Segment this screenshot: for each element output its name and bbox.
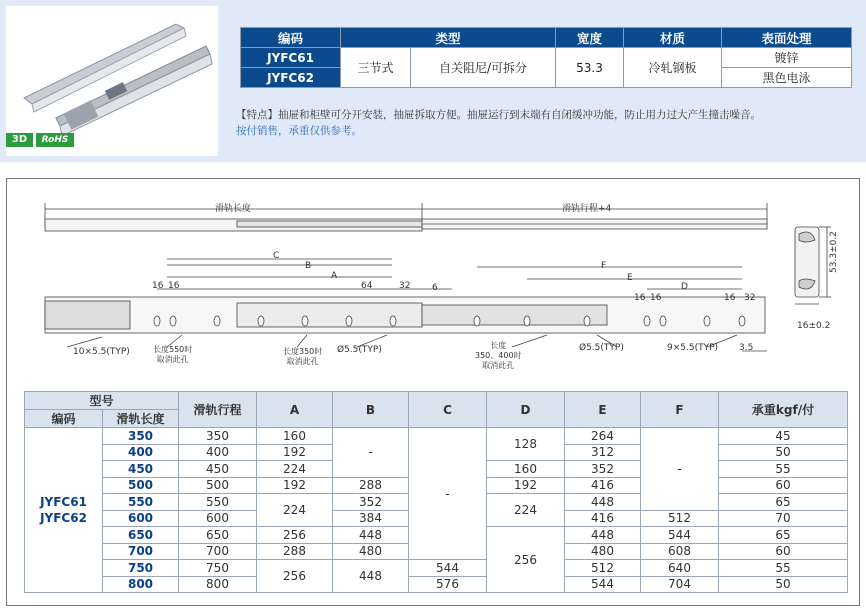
len-550: 550 bbox=[103, 494, 179, 511]
label-16c: 16 bbox=[634, 293, 646, 303]
load-550: 65 bbox=[719, 494, 848, 511]
technical-drawing bbox=[6, 178, 860, 606]
c-800: 576 bbox=[409, 576, 487, 593]
spec-header-type: 类型 bbox=[341, 28, 556, 48]
len-750: 750 bbox=[103, 560, 179, 577]
len-600: 600 bbox=[103, 510, 179, 527]
spec-type-sections: 三节式 bbox=[341, 48, 411, 88]
note-text: 按付销售，承重仅供参考。 bbox=[236, 125, 362, 137]
th-B: B bbox=[333, 392, 409, 428]
b-700: 480 bbox=[333, 543, 409, 560]
label-len550: 长度550时 取消此孔 bbox=[153, 345, 193, 364]
th-D: D bbox=[487, 392, 565, 428]
e-600: 416 bbox=[565, 510, 641, 527]
th-F: F bbox=[641, 392, 719, 428]
feature-text: 【特点】抽屉和柜壁可分开安装，抽屉拆取方便。抽屉运行到末端有自闭缓冲功能，防止用力过大产生撞击噪音。 bbox=[236, 109, 761, 121]
b-650: 448 bbox=[333, 527, 409, 544]
travel-750: 750 bbox=[179, 560, 257, 577]
travel-350: 350 bbox=[179, 428, 257, 445]
travel-550: 550 bbox=[179, 494, 257, 511]
spec-header-width: 宽度 bbox=[556, 28, 624, 48]
label-phi-right: Ø5.5(TYP) bbox=[579, 343, 624, 353]
f-750: 640 bbox=[641, 560, 719, 577]
a-700: 288 bbox=[257, 543, 333, 560]
label-thickness: 16±0.2 bbox=[797, 321, 831, 331]
b-550: 352 bbox=[333, 494, 409, 511]
d-256: 256 bbox=[487, 527, 565, 593]
a-350: 160 bbox=[257, 428, 333, 445]
spec-header-code: 编码 bbox=[241, 28, 341, 48]
load-400: 50 bbox=[719, 444, 848, 461]
load-450: 55 bbox=[719, 461, 848, 478]
f-650: 544 bbox=[641, 527, 719, 544]
label-holes-right: 9×5.5(TYP) bbox=[667, 343, 719, 353]
len-500: 500 bbox=[103, 477, 179, 494]
rohs-badge: RoHS bbox=[36, 133, 74, 147]
th-C: C bbox=[409, 392, 487, 428]
spec-finish-2: 黑色电泳 bbox=[722, 68, 852, 88]
spec-code-1: JYFC61 bbox=[241, 48, 341, 68]
dimension-table bbox=[24, 391, 848, 593]
travel-650: 650 bbox=[179, 527, 257, 544]
len-450: 450 bbox=[103, 461, 179, 478]
len-700: 700 bbox=[103, 543, 179, 560]
f-600: 512 bbox=[641, 510, 719, 527]
label-len350-400: 长度 350、400时 取消此孔 bbox=[475, 341, 522, 370]
travel-450: 450 bbox=[179, 461, 257, 478]
d-192: 192 bbox=[487, 477, 565, 494]
label-6: 6 bbox=[432, 283, 438, 293]
e-550: 448 bbox=[565, 494, 641, 511]
label-16d: 16 bbox=[650, 293, 662, 303]
label-16e: 16 bbox=[724, 293, 736, 303]
load-650: 65 bbox=[719, 527, 848, 544]
travel-800: 800 bbox=[179, 576, 257, 593]
label-D: D bbox=[681, 282, 688, 292]
label-C: C bbox=[273, 251, 280, 261]
label-travel: 滑轨行程+4 bbox=[562, 204, 612, 214]
f-700: 608 bbox=[641, 543, 719, 560]
load-800: 50 bbox=[719, 576, 848, 593]
th-travel: 滑轨行程 bbox=[179, 392, 257, 428]
e-750: 512 bbox=[565, 560, 641, 577]
b-dash: - bbox=[333, 428, 409, 478]
a-450: 224 bbox=[257, 461, 333, 478]
e-500: 416 bbox=[565, 477, 641, 494]
spec-material: 冷轧钢板 bbox=[624, 48, 722, 88]
th-length: 滑轨长度 bbox=[103, 410, 179, 428]
label-E: E bbox=[627, 273, 633, 283]
th-E: E bbox=[565, 392, 641, 428]
th-load: 承重kgf/付 bbox=[719, 392, 848, 428]
product-header bbox=[0, 0, 866, 162]
a-750-800: 256 bbox=[257, 560, 333, 593]
b-600: 384 bbox=[333, 510, 409, 527]
label-height: 53.3±0.2 bbox=[829, 231, 839, 273]
f-800: 704 bbox=[641, 576, 719, 593]
e-800: 544 bbox=[565, 576, 641, 593]
len-350: 350 bbox=[103, 428, 179, 445]
e-350: 264 bbox=[565, 428, 641, 445]
c-750: 544 bbox=[409, 560, 487, 577]
label-F: F bbox=[601, 261, 607, 271]
label-A: A bbox=[331, 271, 338, 281]
d-224: 224 bbox=[487, 494, 565, 527]
load-700: 60 bbox=[719, 543, 848, 560]
th-A: A bbox=[257, 392, 333, 428]
e-400: 312 bbox=[565, 444, 641, 461]
label-rail-length: 滑轨长度 bbox=[215, 204, 252, 214]
spec-header-finish: 表面处理 bbox=[722, 28, 852, 48]
travel-400: 400 bbox=[179, 444, 257, 461]
load-500: 60 bbox=[719, 477, 848, 494]
label-len350: 长度350时 取消此孔 bbox=[283, 347, 323, 366]
label-16a: 16 bbox=[152, 281, 164, 291]
travel-700: 700 bbox=[179, 543, 257, 560]
a-650: 256 bbox=[257, 527, 333, 544]
f-dash: - bbox=[641, 428, 719, 511]
label-32b: 32 bbox=[744, 293, 756, 303]
label-3-5: 3.5 bbox=[739, 343, 754, 353]
load-600: 70 bbox=[719, 510, 848, 527]
travel-600: 600 bbox=[179, 510, 257, 527]
d-128: 128 bbox=[487, 428, 565, 461]
c-dash: - bbox=[409, 428, 487, 560]
d-160: 160 bbox=[487, 461, 565, 478]
e-450: 352 bbox=[565, 461, 641, 478]
3d-badge: 3D bbox=[6, 133, 33, 147]
travel-500: 500 bbox=[179, 477, 257, 494]
label-holes-left: 10×5.5(TYP) bbox=[73, 347, 130, 357]
spec-code-2: JYFC62 bbox=[241, 68, 341, 88]
th-code: 编码 bbox=[25, 410, 103, 428]
a-500: 192 bbox=[257, 477, 333, 494]
spec-header-material: 材质 bbox=[624, 28, 722, 48]
e-650: 448 bbox=[565, 527, 641, 544]
b-750-800: 448 bbox=[333, 560, 409, 593]
a-400: 192 bbox=[257, 444, 333, 461]
e-700: 480 bbox=[565, 543, 641, 560]
label-16b: 16 bbox=[168, 281, 180, 291]
th-model: 型号 bbox=[25, 392, 179, 410]
model-codes: JYFC61 JYFC62 bbox=[25, 428, 103, 593]
a-550-600: 224 bbox=[257, 494, 333, 527]
spec-finish-1: 镀锌 bbox=[722, 48, 852, 68]
b-500: 288 bbox=[333, 477, 409, 494]
label-phi-left: Ø5.5(TYP) bbox=[337, 345, 382, 355]
label-32a: 32 bbox=[399, 281, 411, 291]
load-750: 55 bbox=[719, 560, 848, 577]
load-350: 45 bbox=[719, 428, 848, 445]
label-B: B bbox=[305, 261, 312, 271]
spec-type-function: 自关阻尼/可拆分 bbox=[411, 48, 556, 88]
label-64: 64 bbox=[361, 281, 373, 291]
len-400: 400 bbox=[103, 444, 179, 461]
spec-table bbox=[240, 27, 852, 88]
spec-width: 53.3 bbox=[556, 48, 624, 88]
len-800: 800 bbox=[103, 576, 179, 593]
len-650: 650 bbox=[103, 527, 179, 544]
